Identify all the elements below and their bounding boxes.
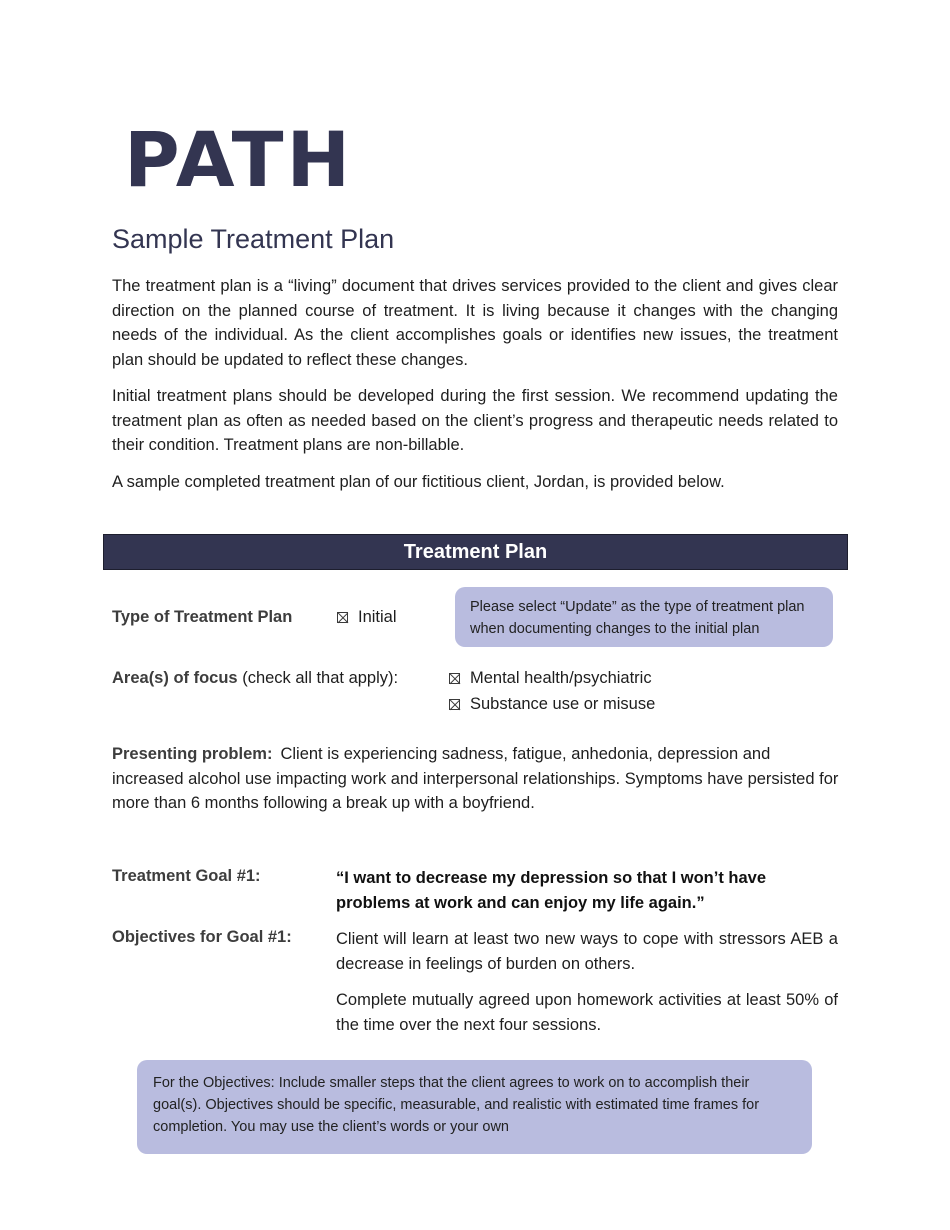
area-of-focus-hint: (check all that apply): [237,669,399,687]
initial-checkbox[interactable] [337,608,397,627]
checked-box-icon [449,673,460,684]
presenting-problem [112,742,842,816]
initial-option-label: Initial [358,608,397,626]
page-title: Sample Treatment Plan [112,224,395,254]
objective-item: Complete mutually agreed upon homework activities at least 50% of the time over the next four sessions. [336,991,838,1034]
intro-text [112,274,838,506]
area-of-focus-label: Area(s) of focus [112,669,238,687]
checked-box-icon [337,612,348,623]
intro-paragraph: A sample completed treatment plan of our fictitious client, Jordan, is provided below. [112,472,725,491]
treatment-plan-banner: Treatment Plan [103,534,848,570]
treatment-goal-label: Treatment Goal #1: [112,867,261,885]
area-of-focus-row [112,669,398,688]
objective-item: Client will learn at least two new ways to cope with stressors AEB a decrease in feelings of burden on others. [336,930,838,973]
objectives-list [336,927,838,1049]
presenting-problem-text: Client is experiencing sadness, fatigue, anhedonia, depression and increased alcohol use impacting work and interpersonal relationships. Symptoms have persisted for more than 6 months following a break up with a boyfriend. [112,745,839,812]
treatment-goal-text: “I want to decrease my depression so that I won’t have problems at work and can enjoy my life again.” [336,869,767,912]
checked-box-icon [449,699,460,710]
objectives-callout: For the Objectives: Include smaller steps that the client agrees to work on to accomplish their goal(s). Objectives should be specific, measurable, and realistic with estimated time frames for completion. You may use the client’s words or your own [137,1060,812,1154]
substance-use-option-label: Substance use or misuse [470,695,656,713]
substance-use-checkbox[interactable] [449,695,655,714]
mental-health-option-label: Mental health/psychiatric [470,669,652,687]
intro-paragraph: The treatment plan is a “living” document that drives services provided to the client and gives clear direction on the planned course of treatment. It is living because it changes with the changing needs of the individual. As the client accomplishes goals or identifies new issues, the treatment plan should be updated to reflect these changes. [112,277,838,369]
type-of-plan-label: Type of Treatment Plan [112,608,293,626]
presenting-problem-label: Presenting problem: [112,745,273,763]
path-logo: PATH [124,115,354,204]
intro-paragraph: Initial treatment plans should be developed during the first session. We recommend updating the treatment plan as often as needed based on the client’s progress and therapeutic needs related to their condition. Treatment plans are non-billable. [112,387,838,454]
objectives-label: Objectives for Goal #1: [112,928,292,946]
mental-health-checkbox[interactable] [449,669,652,688]
update-callout: Please select “Update” as the type of treatment plan when documenting changes to the initial plan [455,587,833,647]
